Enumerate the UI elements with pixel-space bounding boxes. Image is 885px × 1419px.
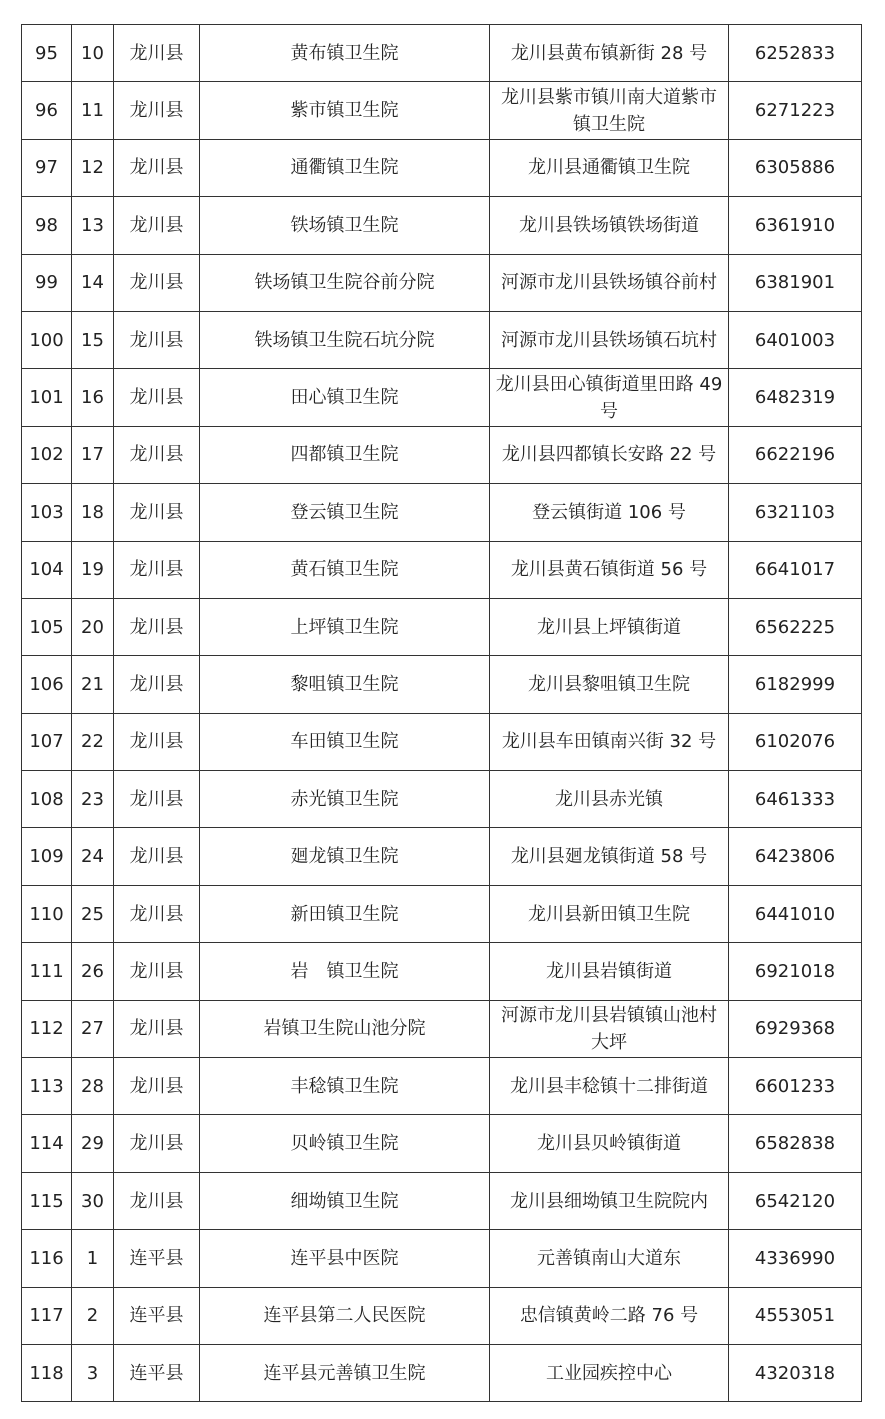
county-cell: 龙川县 — [114, 197, 200, 254]
county-cell: 龙川县 — [114, 484, 200, 541]
county-cell: 龙川县 — [114, 1115, 200, 1172]
row-number-cell: 112 — [22, 1000, 72, 1057]
address-cell: 龙川县通衢镇卫生院 — [490, 139, 729, 196]
row-number-cell: 117 — [22, 1287, 72, 1344]
sub-number-cell: 12 — [72, 139, 114, 196]
address-cell: 工业园疾控中心 — [490, 1344, 729, 1401]
phone-cell: 6381901 — [729, 254, 862, 311]
county-cell: 龙川县 — [114, 369, 200, 426]
address-cell: 龙川县新田镇卫生院 — [490, 885, 729, 942]
sub-number-cell: 25 — [72, 885, 114, 942]
sub-number-cell: 18 — [72, 484, 114, 541]
row-number-cell: 101 — [22, 369, 72, 426]
phone-cell: 6622196 — [729, 426, 862, 483]
table-row — [22, 139, 862, 196]
county-cell: 连平县 — [114, 1344, 200, 1401]
institution-name-cell: 廻龙镇卫生院 — [200, 828, 490, 885]
institution-name-cell: 紫市镇卫生院 — [200, 82, 490, 139]
county-cell: 龙川县 — [114, 656, 200, 713]
county-cell: 龙川县 — [114, 828, 200, 885]
institution-name-cell: 黎咀镇卫生院 — [200, 656, 490, 713]
address-cell: 河源市龙川县铁场镇石坑村 — [490, 311, 729, 368]
address-cell: 龙川县铁场镇铁场街道 — [490, 197, 729, 254]
county-cell: 龙川县 — [114, 1172, 200, 1229]
sub-number-cell: 11 — [72, 82, 114, 139]
address-cell: 龙川县上坪镇街道 — [490, 598, 729, 655]
row-number-cell: 108 — [22, 771, 72, 828]
phone-cell: 6321103 — [729, 484, 862, 541]
phone-cell: 6641017 — [729, 541, 862, 598]
sub-number-cell: 28 — [72, 1058, 114, 1115]
phone-cell: 6361910 — [729, 197, 862, 254]
institution-name-cell: 田心镇卫生院 — [200, 369, 490, 426]
row-number-cell: 113 — [22, 1058, 72, 1115]
phone-cell: 6305886 — [729, 139, 862, 196]
table-row — [22, 1230, 862, 1287]
address-cell: 龙川县岩镇街道 — [490, 943, 729, 1000]
row-number-cell: 115 — [22, 1172, 72, 1229]
phone-cell: 6271223 — [729, 82, 862, 139]
institution-name-cell: 黄布镇卫生院 — [200, 25, 490, 82]
sub-number-cell: 19 — [72, 541, 114, 598]
sub-number-cell: 20 — [72, 598, 114, 655]
phone-cell: 4336990 — [729, 1230, 862, 1287]
address-cell: 龙川县贝岭镇街道 — [490, 1115, 729, 1172]
table-row — [22, 1058, 862, 1115]
address-cell: 忠信镇黄岭二路 76 号 — [490, 1287, 729, 1344]
table-row — [22, 1344, 862, 1401]
county-cell: 龙川县 — [114, 1058, 200, 1115]
clinic-table — [21, 24, 862, 1402]
address-cell: 河源市龙川县岩镇镇山池村大坪 — [490, 1000, 729, 1057]
county-cell: 龙川县 — [114, 311, 200, 368]
county-cell: 龙川县 — [114, 771, 200, 828]
row-number-cell: 103 — [22, 484, 72, 541]
row-number-cell: 106 — [22, 656, 72, 713]
phone-cell: 6921018 — [729, 943, 862, 1000]
institution-name-cell: 通衢镇卫生院 — [200, 139, 490, 196]
institution-name-cell: 岩 镇卫生院 — [200, 943, 490, 1000]
address-cell: 河源市龙川县铁场镇谷前村 — [490, 254, 729, 311]
row-number-cell: 118 — [22, 1344, 72, 1401]
institution-name-cell: 铁场镇卫生院谷前分院 — [200, 254, 490, 311]
institution-name-cell: 铁场镇卫生院石坑分院 — [200, 311, 490, 368]
table-row — [22, 771, 862, 828]
row-number-cell: 116 — [22, 1230, 72, 1287]
table-row — [22, 254, 862, 311]
institution-name-cell: 车田镇卫生院 — [200, 713, 490, 770]
sub-number-cell: 17 — [72, 426, 114, 483]
address-cell: 登云镇街道 106 号 — [490, 484, 729, 541]
institution-name-cell: 细坳镇卫生院 — [200, 1172, 490, 1229]
table-row — [22, 885, 862, 942]
table-row — [22, 1172, 862, 1229]
sub-number-cell: 14 — [72, 254, 114, 311]
table-body — [22, 25, 862, 1402]
address-cell: 龙川县田心镇街道里田路 49 号 — [490, 369, 729, 426]
table-row — [22, 1000, 862, 1057]
phone-cell: 6441010 — [729, 885, 862, 942]
phone-cell: 6482319 — [729, 369, 862, 426]
institution-name-cell: 连平县元善镇卫生院 — [200, 1344, 490, 1401]
table-row — [22, 25, 862, 82]
sub-number-cell: 15 — [72, 311, 114, 368]
phone-cell: 6182999 — [729, 656, 862, 713]
table-row — [22, 484, 862, 541]
address-cell: 龙川县黄布镇新街 28 号 — [490, 25, 729, 82]
county-cell: 龙川县 — [114, 139, 200, 196]
county-cell: 龙川县 — [114, 1000, 200, 1057]
county-cell: 龙川县 — [114, 82, 200, 139]
county-cell: 龙川县 — [114, 598, 200, 655]
row-number-cell: 109 — [22, 828, 72, 885]
address-cell: 龙川县丰稔镇十二排街道 — [490, 1058, 729, 1115]
institution-name-cell: 上坪镇卫生院 — [200, 598, 490, 655]
phone-cell: 6562225 — [729, 598, 862, 655]
county-cell: 连平县 — [114, 1287, 200, 1344]
county-cell: 龙川县 — [114, 943, 200, 1000]
table-row — [22, 598, 862, 655]
institution-name-cell: 贝岭镇卫生院 — [200, 1115, 490, 1172]
phone-cell: 6601233 — [729, 1058, 862, 1115]
sub-number-cell: 30 — [72, 1172, 114, 1229]
table-row — [22, 541, 862, 598]
table-row — [22, 943, 862, 1000]
table-row — [22, 1115, 862, 1172]
row-number-cell: 100 — [22, 311, 72, 368]
sub-number-cell: 13 — [72, 197, 114, 254]
institution-name-cell: 登云镇卫生院 — [200, 484, 490, 541]
row-number-cell: 110 — [22, 885, 72, 942]
address-cell: 龙川县车田镇南兴街 32 号 — [490, 713, 729, 770]
row-number-cell: 102 — [22, 426, 72, 483]
county-cell: 龙川县 — [114, 885, 200, 942]
row-number-cell: 97 — [22, 139, 72, 196]
table-row — [22, 656, 862, 713]
phone-cell: 4320318 — [729, 1344, 862, 1401]
sub-number-cell: 21 — [72, 656, 114, 713]
county-cell: 龙川县 — [114, 541, 200, 598]
county-cell: 龙川县 — [114, 426, 200, 483]
phone-cell: 6542120 — [729, 1172, 862, 1229]
county-cell: 连平县 — [114, 1230, 200, 1287]
table-row — [22, 713, 862, 770]
phone-cell: 6423806 — [729, 828, 862, 885]
row-number-cell: 111 — [22, 943, 72, 1000]
sub-number-cell: 1 — [72, 1230, 114, 1287]
phone-cell: 6252833 — [729, 25, 862, 82]
table-row — [22, 197, 862, 254]
sub-number-cell: 10 — [72, 25, 114, 82]
row-number-cell: 107 — [22, 713, 72, 770]
phone-cell: 4553051 — [729, 1287, 862, 1344]
institution-name-cell: 黄石镇卫生院 — [200, 541, 490, 598]
phone-cell: 6401003 — [729, 311, 862, 368]
institution-name-cell: 铁场镇卫生院 — [200, 197, 490, 254]
row-number-cell: 96 — [22, 82, 72, 139]
table-row — [22, 828, 862, 885]
address-cell: 龙川县黄石镇街道 56 号 — [490, 541, 729, 598]
address-cell: 龙川县黎咀镇卫生院 — [490, 656, 729, 713]
row-number-cell: 98 — [22, 197, 72, 254]
county-cell: 龙川县 — [114, 25, 200, 82]
institution-name-cell: 连平县中医院 — [200, 1230, 490, 1287]
address-cell: 龙川县紫市镇川南大道紫市镇卫生院 — [490, 82, 729, 139]
institution-name-cell: 新田镇卫生院 — [200, 885, 490, 942]
phone-cell: 6929368 — [729, 1000, 862, 1057]
sub-number-cell: 27 — [72, 1000, 114, 1057]
sub-number-cell: 26 — [72, 943, 114, 1000]
table-row — [22, 311, 862, 368]
sub-number-cell: 3 — [72, 1344, 114, 1401]
institution-name-cell: 赤光镇卫生院 — [200, 771, 490, 828]
table-row — [22, 1287, 862, 1344]
institution-name-cell: 岩镇卫生院山池分院 — [200, 1000, 490, 1057]
sub-number-cell: 16 — [72, 369, 114, 426]
phone-cell: 6461333 — [729, 771, 862, 828]
institution-name-cell: 连平县第二人民医院 — [200, 1287, 490, 1344]
table-row — [22, 369, 862, 426]
phone-cell: 6102076 — [729, 713, 862, 770]
row-number-cell: 105 — [22, 598, 72, 655]
address-cell: 龙川县赤光镇 — [490, 771, 729, 828]
row-number-cell: 104 — [22, 541, 72, 598]
institution-name-cell: 丰稔镇卫生院 — [200, 1058, 490, 1115]
phone-cell: 6582838 — [729, 1115, 862, 1172]
table-row — [22, 426, 862, 483]
address-cell: 龙川县四都镇长安路 22 号 — [490, 426, 729, 483]
institution-name-cell: 四都镇卫生院 — [200, 426, 490, 483]
row-number-cell: 99 — [22, 254, 72, 311]
row-number-cell: 95 — [22, 25, 72, 82]
sub-number-cell: 22 — [72, 713, 114, 770]
address-cell: 龙川县细坳镇卫生院院内 — [490, 1172, 729, 1229]
sub-number-cell: 24 — [72, 828, 114, 885]
sub-number-cell: 23 — [72, 771, 114, 828]
county-cell: 龙川县 — [114, 254, 200, 311]
address-cell: 龙川县廻龙镇街道 58 号 — [490, 828, 729, 885]
sub-number-cell: 2 — [72, 1287, 114, 1344]
county-cell: 龙川县 — [114, 713, 200, 770]
row-number-cell: 114 — [22, 1115, 72, 1172]
sub-number-cell: 29 — [72, 1115, 114, 1172]
address-cell: 元善镇南山大道东 — [490, 1230, 729, 1287]
table-row — [22, 82, 862, 139]
